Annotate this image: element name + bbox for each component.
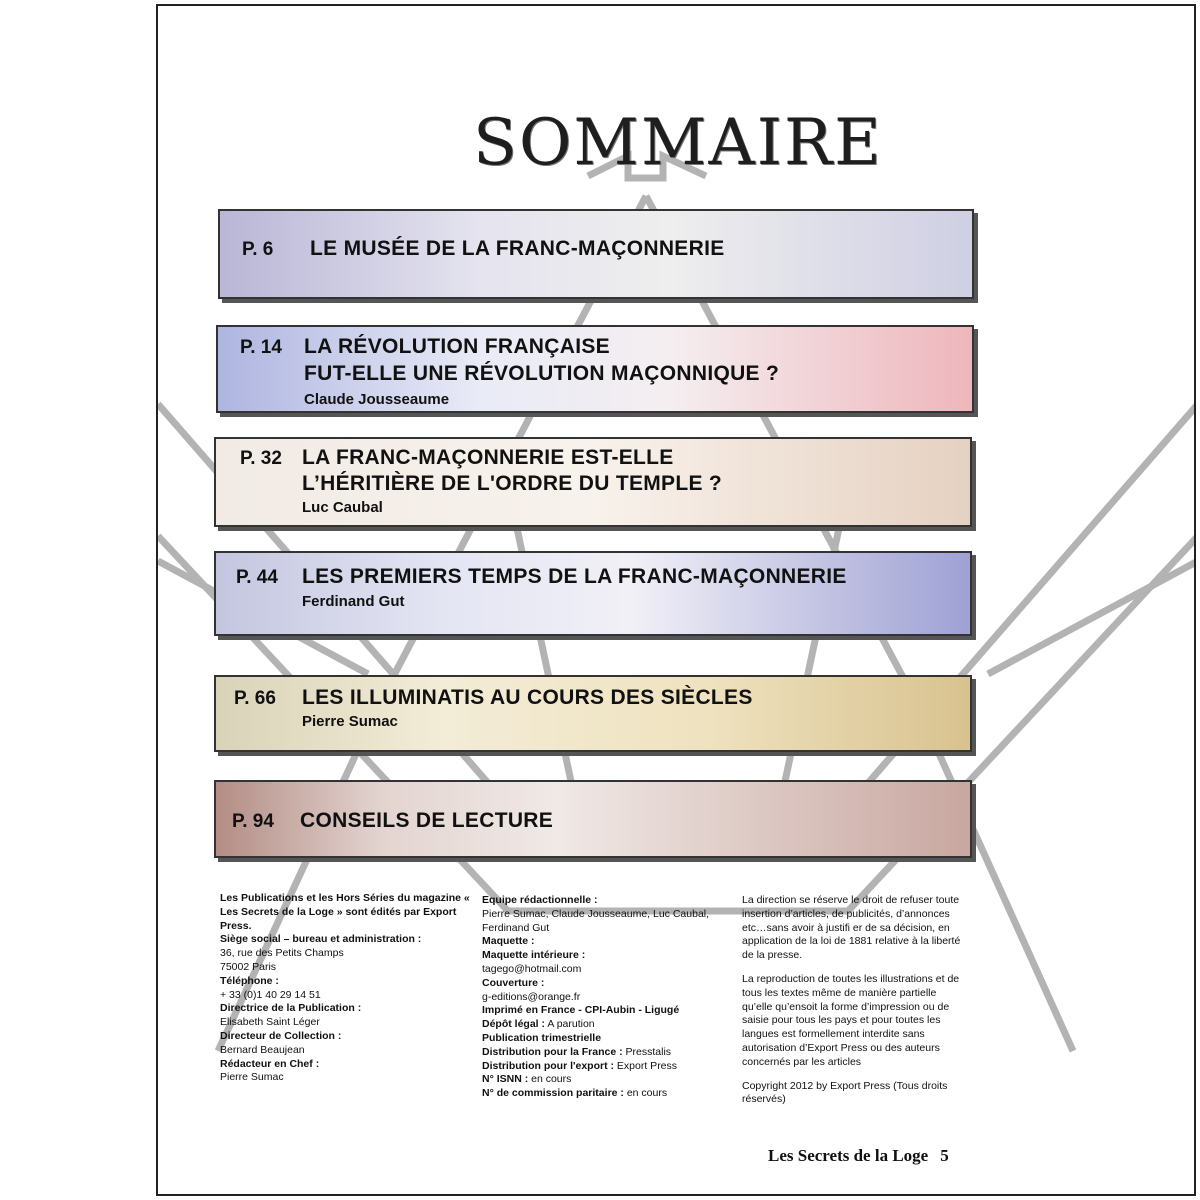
toc-entry-author: Pierre Sumac — [302, 713, 398, 730]
colophon-team: Equipe rédactionnelle : Pierre Sumac, Claude Jousseaume, Luc Caubal, Ferdinand Gut Maquette : Maquette intérieure : tagego@hotmail.com Couverture : g-editions@orange.fr Imprimé en France - CPI-Aubin - Ligugé Dépôt légal : A parution Publication trimestrielle Distribution pour la France : Presstalis Distribution pour l'export : Export Press N° ISNN : en cours N° de commission paritaire : en cours — [482, 894, 710, 1100]
toc-page-number: P. 94 — [232, 811, 274, 832]
toc-entry[interactable] — [214, 780, 972, 858]
page-footer — [768, 1146, 949, 1166]
toc-entry-title: CONSEILS DE LECTURE — [300, 809, 554, 832]
toc-page-number: P. 66 — [234, 688, 276, 709]
toc-entry-title-cont: L’HÉRITIÈRE DE L'ORDRE DU TEMPLE ? — [302, 472, 723, 495]
toc-entry-title-cont: FUT-ELLE UNE RÉVOLUTION MAÇONNIQUE ? — [304, 362, 780, 385]
toc-entry[interactable] — [214, 437, 972, 527]
toc-entry[interactable] — [216, 325, 974, 413]
magazine-name: Les Secrets de la Loge — [768, 1146, 929, 1165]
toc-entry-author: Ferdinand Gut — [302, 593, 405, 610]
toc-page-number: P. 14 — [240, 337, 282, 358]
page-number: 5 — [940, 1146, 949, 1165]
toc-page-number: P. 32 — [240, 448, 282, 469]
toc-entry[interactable] — [218, 209, 974, 299]
page-title: SOMMAIRE — [473, 106, 883, 180]
colophon-legal: La direction se réserve le droit de refuser toute insertion d’articles, de publicités, d’annonces etc…sans avoir à justifi er de sa décision, en application de la loi de 1881 relative à la liberté de la presse. La reproduction de toutes les illustrations et de tous les textes même de manière partielle qu’elle qu’ensoit la forme d’impression ou de saisie pour tous les pays et pour toutes les langues est formellement interdite sans autorisation d’Export Press ou des auteurs concernés par les articles Copyright 2012 by Export Press (Tous droits réservés) — [742, 894, 961, 1106]
toc-entry-title: LE MUSÉE DE LA FRANC-MAÇONNERIE — [310, 237, 725, 260]
toc-entry[interactable] — [214, 675, 972, 752]
toc-entry-author: Claude Jousseaume — [304, 391, 450, 408]
magazine-page — [156, 4, 1196, 1196]
toc-page-number: P. 6 — [242, 239, 274, 260]
toc-entry-title: LES PREMIERS TEMPS DE LA FRANC-MAÇONNERIE — [302, 565, 847, 588]
toc-entry-title: LA FRANC-MAÇONNERIE EST-ELLE — [302, 446, 674, 469]
toc-entry-title: LA RÉVOLUTION FRANÇAISE — [304, 335, 610, 358]
toc-entry[interactable] — [214, 551, 972, 636]
colophon-publisher: Les Publications et les Hors Séries du magazine « Les Secrets de la Loge » sont édités par Export Press. Siège social – bureau et administration : 36, rue des Petits Champs 75002 Paris Téléphone : + 33 (0)1 40 29 14 51 Directrice de la Publication : Elisabeth Saint Léger Directeur de Collection : Bernard Beaujean Rédacteur en Chef : Pierre Sumac — [220, 892, 470, 1084]
toc-page-number: P. 44 — [236, 567, 278, 588]
toc-entry-title: LES ILLUMINATIS AU COURS DES SIÈCLES — [302, 686, 753, 709]
toc-entry-author: Luc Caubal — [302, 499, 383, 516]
